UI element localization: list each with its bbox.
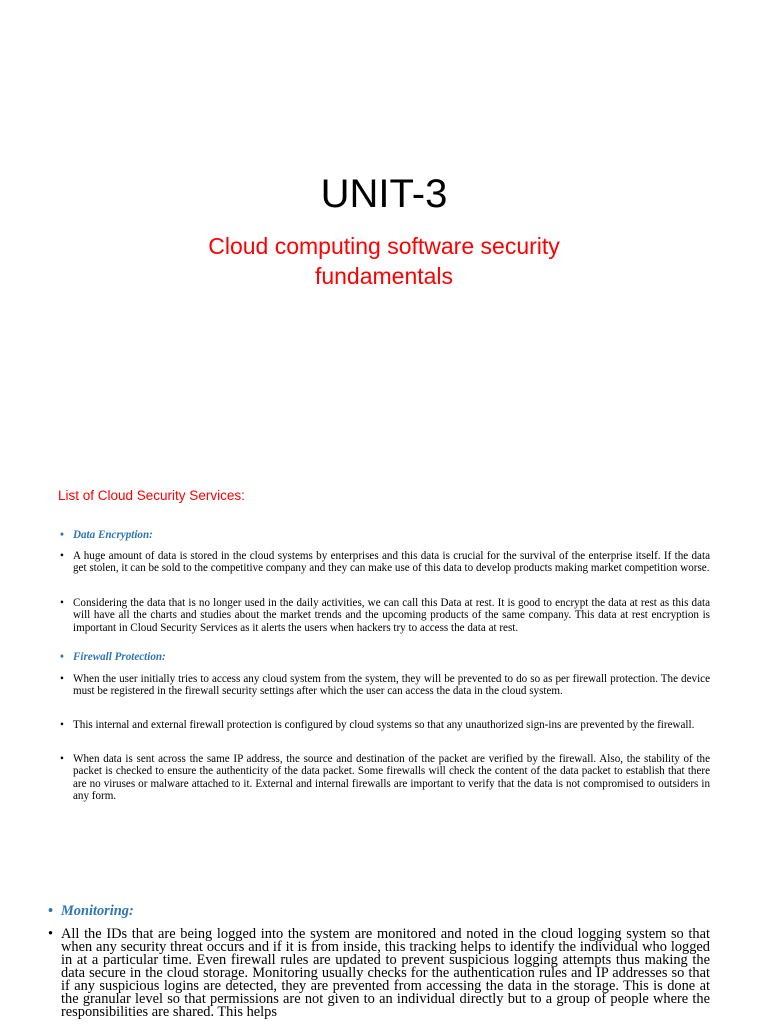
paragraph-text: When the user initially tries to access any cloud system from the system, they will be prevented to do so as per firewall protection. The device must be registered in the firewall security settings after which the user can access the data in the cloud system. [73, 673, 710, 698]
unit-subtitle: Cloud computing software security fundamentals [208, 233, 560, 289]
firewall-paragraph-3 [60, 753, 710, 803]
bullet-icon: • [48, 926, 54, 942]
firewall-heading-list [60, 651, 710, 663]
bullet-icon: • [60, 753, 64, 765]
section-monitoring [48, 903, 710, 920]
list-item [60, 550, 710, 575]
list-item [60, 753, 710, 803]
paragraph-text: When data is sent across the same IP address, the source and destination of the packet are verified by the firewall. Also, the stability of the packet is checked to ensure the authenticity of the data packet. Some firewalls will check the content of the data packet to establish that there are no viruses or malware attached to it. External and internal firewalls are important to verify that the data is not compromised to outsiders in any form. [73, 753, 710, 803]
firewall-paragraph-1 [60, 673, 710, 698]
section-label: Monitoring: [61, 903, 134, 919]
bullet-icon: • [60, 550, 64, 562]
list-item [60, 673, 710, 698]
monitoring-list [48, 903, 710, 1019]
section-label: Data Encryption: [73, 529, 153, 541]
list-item [48, 928, 710, 1019]
bullet-icon: • [60, 673, 64, 685]
bullet-icon: • [60, 719, 64, 731]
paragraph-text: A huge amount of data is stored in the cloud systems by enterprises and this data is crucial for the survival of the enterprise itself. If the data get stolen, it can be sold to the competitive company and they can make use of this data to develop products making market competition worse. [73, 550, 710, 575]
bullet-icon: • [48, 903, 54, 919]
paragraph-text: This internal and external firewall protection is configured by cloud systems so that any unauthorized sign-ins are prevented by the firewall. [73, 719, 695, 731]
section-firewall-protection [60, 651, 710, 663]
unit-title: UNIT-3 [320, 172, 448, 216]
section-data-encryption [60, 529, 710, 541]
bullet-icon: • [60, 529, 64, 541]
section-label: Firewall Protection: [73, 651, 166, 663]
encryption-list [60, 529, 710, 541]
list-item [60, 719, 710, 731]
paragraph-text: Considering the data that is no longer used in the daily activities, we can call this Data at rest. It is good to encrypt the data at rest as this data will have all the charts and studies about the market trends and the upcoming products of the same company. This data at rest encryption is important in Cloud Security Services as it alerts the users when hackers try to access the data at rest. [73, 597, 710, 634]
encryption-paragraphs [60, 550, 710, 575]
services-heading: List of Cloud Security Services: [58, 488, 245, 503]
bullet-icon: • [60, 651, 64, 663]
data-at-rest-paragraph [60, 597, 710, 634]
firewall-paragraph-2 [60, 719, 710, 731]
bullet-icon: • [60, 597, 64, 609]
paragraph-text: All the IDs that are being logged into the system are monitored and noted in the cloud logging system so that when any security threat occurs and if it is from inside, this tracking helps to identify the individual who logged in at a particular time. Even firewall rules are updated to prevent suspicious logging attempts thus making the data secure in the cloud storage. Monitoring usually checks for the authentication rules and IP addresses so that if any suspicious logins are detected, they are prevented from accessing the data in the storage. This is done at the granular level so that permissions are not given to an individual directly but to a group of people where the responsibilities are shared. This helps [61, 926, 710, 1020]
list-item [60, 597, 710, 634]
